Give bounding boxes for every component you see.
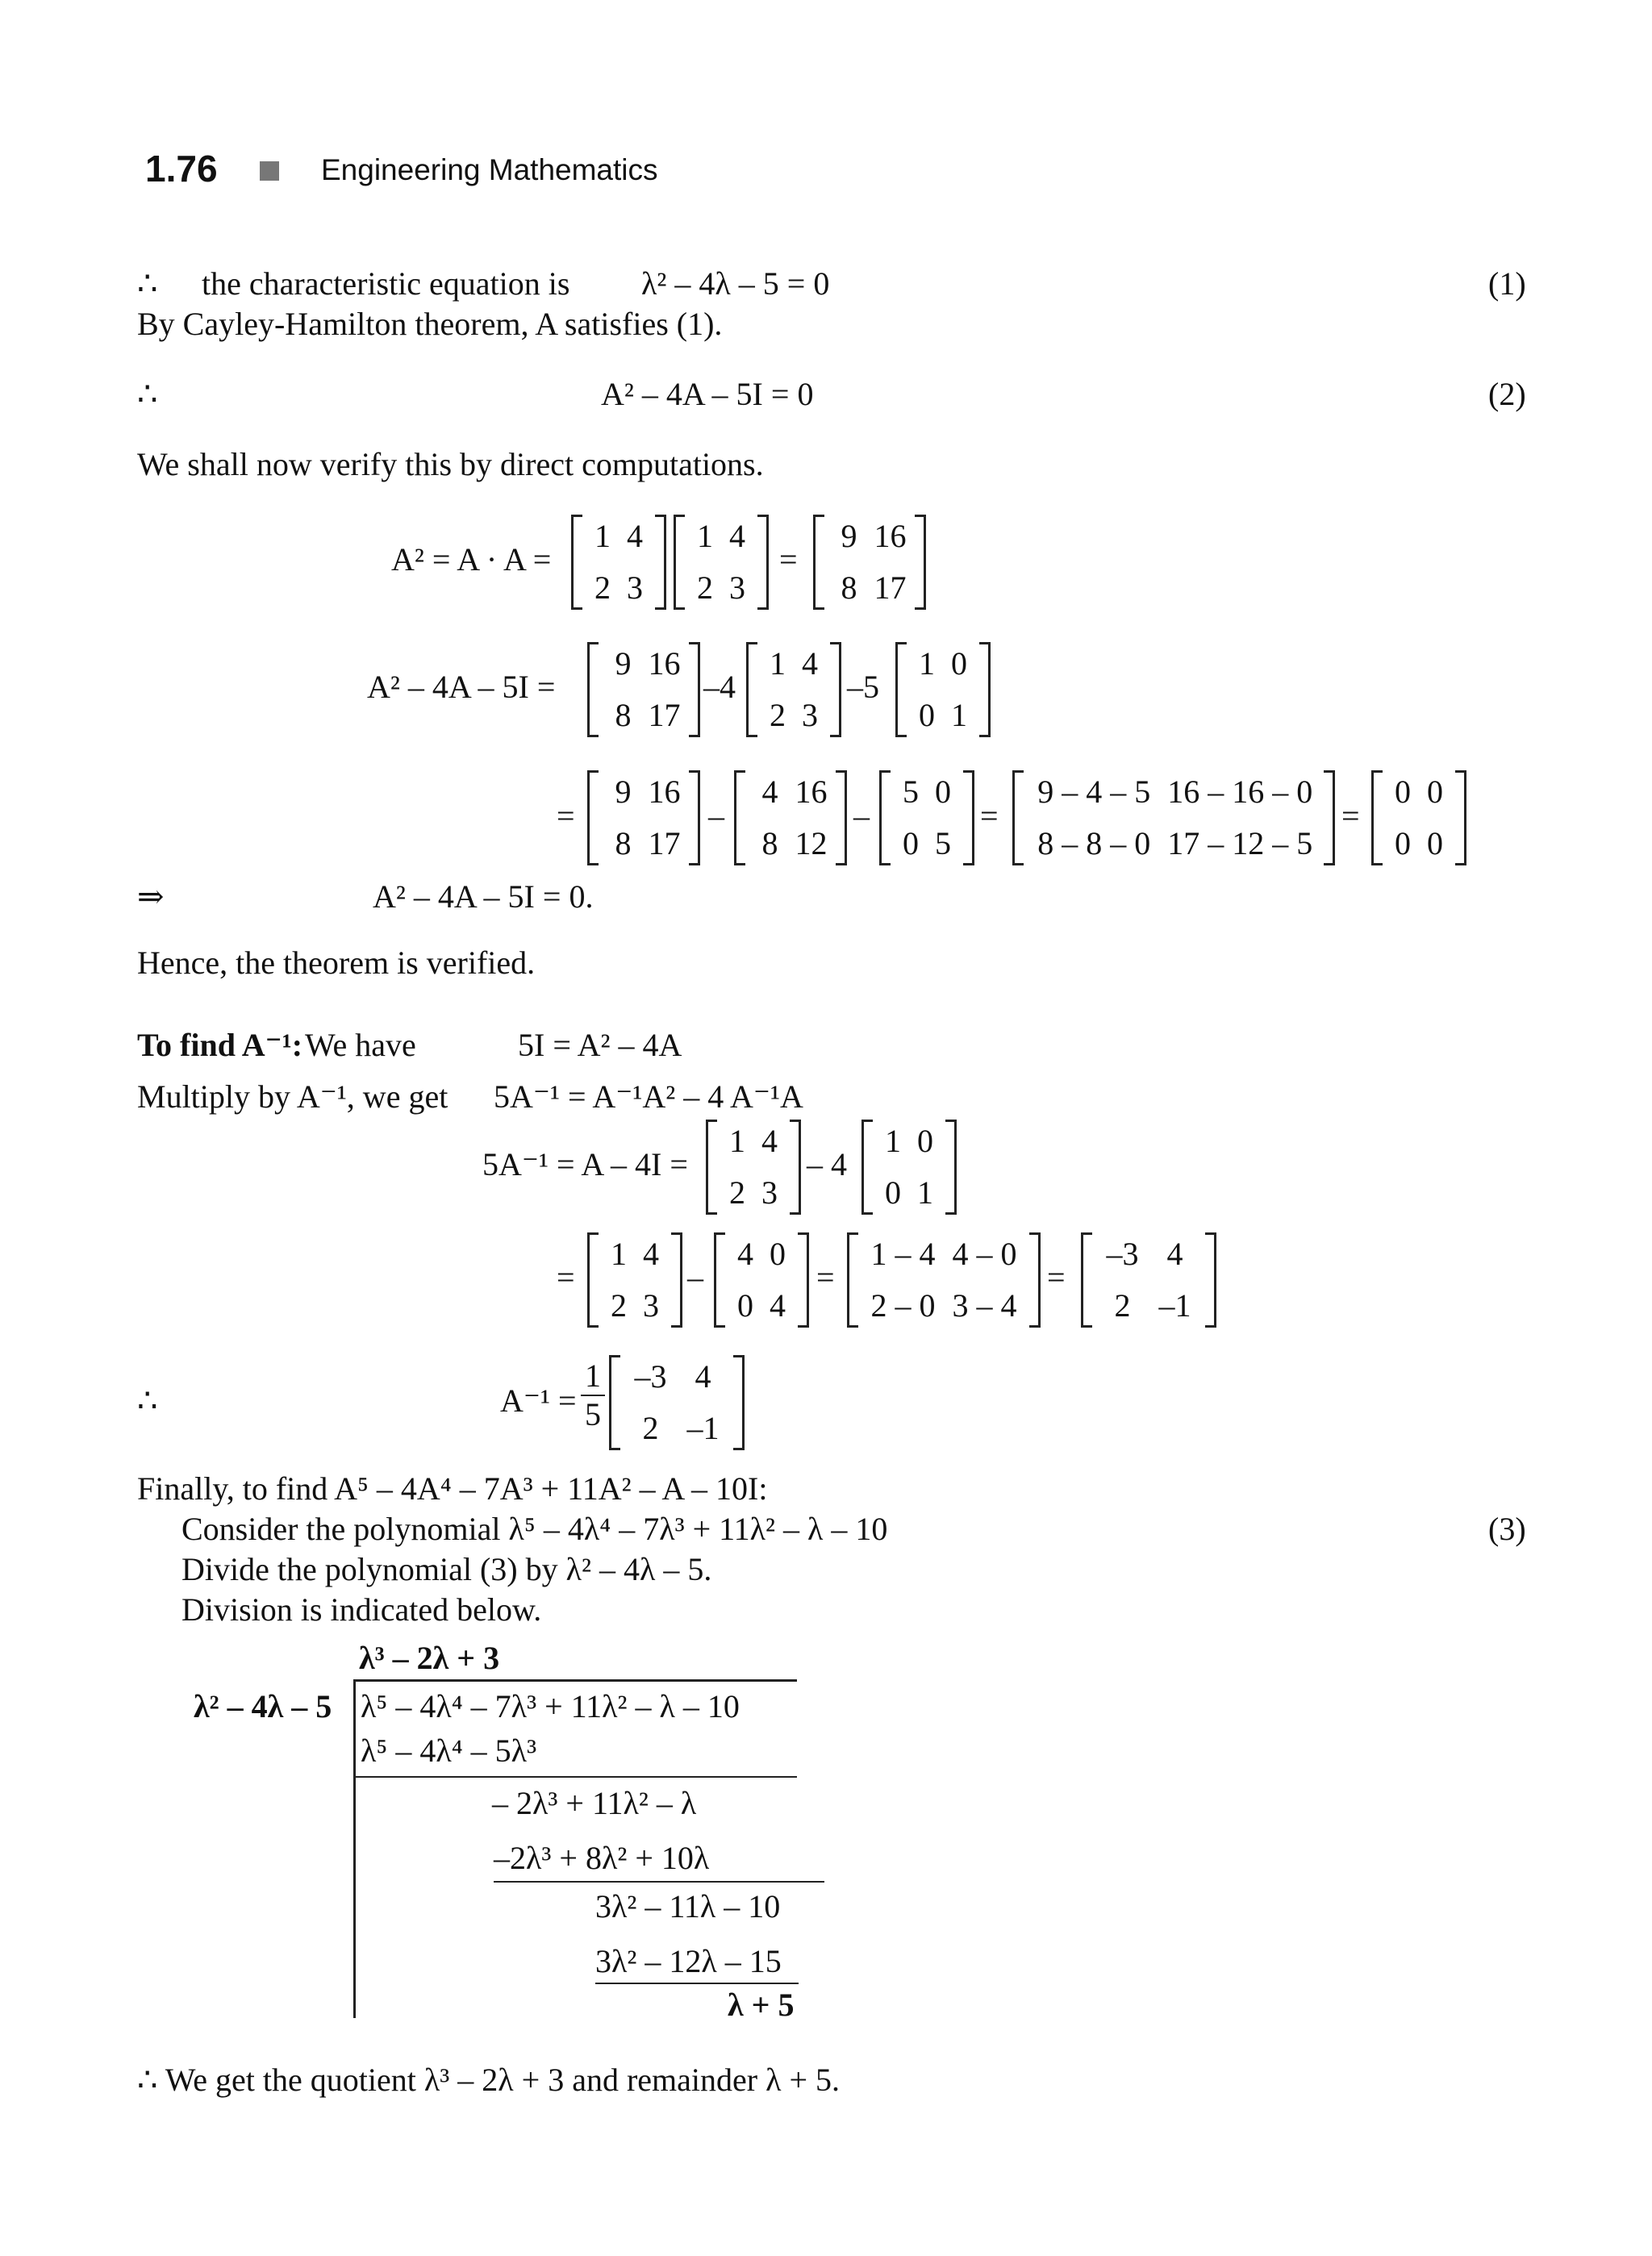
cell: 17 [874, 569, 907, 606]
cell: 8 [841, 569, 857, 606]
cell: 0 [1395, 825, 1411, 861]
division-remainder-1: – 2λ³ + 11λ² – λ [492, 1785, 697, 1821]
cell: 2 [1114, 1287, 1131, 1324]
matrix-inverse-result [1081, 1232, 1216, 1328]
cell: 16 [648, 645, 681, 682]
cell: 17 [648, 825, 681, 861]
cell: 2 [594, 569, 611, 606]
page-number: 1.76 [145, 148, 218, 190]
cell: 4 [1166, 1236, 1183, 1272]
equals-sign: = [1047, 1259, 1066, 1295]
cell: 0 [737, 1287, 753, 1324]
cell: 0 [919, 697, 935, 733]
consider-text: Consider the polynomial λ⁵ – 4λ⁴ – 7λ³ + 11λ² – λ – 10 [181, 1511, 888, 1547]
cell: –3 [634, 1358, 667, 1395]
we-have-text: We have [305, 1027, 416, 1063]
cell: 4 [643, 1236, 659, 1272]
equation-number-1: (1) [1488, 265, 1526, 302]
cell: 4 [802, 645, 818, 682]
cell: 2 [642, 1410, 659, 1446]
finally-text: Finally, to find A⁵ – 4A⁴ – 7A³ + 11A² – A – 10I: [137, 1470, 768, 1507]
equals-sign: = [980, 798, 999, 834]
matrix-a [706, 1120, 801, 1215]
verify-text: We shall now verify this by direct computations. [137, 446, 764, 482]
cell: 0 [1427, 774, 1443, 810]
multiply-text: Multiply by A⁻¹, we get [137, 1078, 448, 1115]
cell: 16 – 16 – 0 [1167, 774, 1313, 810]
cell: 0 [1395, 774, 1411, 810]
cell: 0 [770, 1236, 786, 1272]
cell: 0 [917, 1123, 933, 1159]
cell: 8 [615, 697, 632, 733]
cell: 9 [841, 518, 857, 554]
cell: 3 [643, 1287, 659, 1324]
cell: 8 [615, 825, 632, 861]
equals-sign: = [557, 798, 575, 834]
quotient-remainder-text: ∴ We get the quotient λ³ – 2λ + 3 and remainder λ + 5. [137, 2062, 841, 2098]
book-title: Engineering Mathematics [321, 153, 658, 186]
cell: 1 [611, 1236, 627, 1272]
matrix-a-squared [587, 642, 700, 737]
cell: 16 [795, 774, 828, 810]
characteristic-text: the characteristic equation is [202, 265, 570, 302]
equation-number-2: (2) [1488, 376, 1526, 412]
cell: 5 [903, 774, 919, 810]
division-rule [494, 1881, 824, 1883]
cell: 4 [770, 1287, 786, 1324]
cell: 0 [935, 774, 951, 810]
cell: 3 – 4 [952, 1287, 1017, 1324]
a-inverse-lhs: A⁻¹ = [500, 1382, 577, 1419]
division-bracket [353, 1679, 356, 2018]
cell: 12 [795, 825, 828, 861]
fraction-denominator: 5 [585, 1396, 601, 1432]
matrix-a [746, 642, 841, 737]
cell: 0 [1427, 825, 1443, 861]
cell: 2 [697, 569, 713, 606]
equals-sign: = [816, 1259, 835, 1295]
division-quotient: λ³ – 2λ + 3 [359, 1640, 500, 1676]
equals-sign: = [779, 541, 798, 578]
cell: 1 [919, 645, 935, 682]
cell: 4 [761, 774, 778, 810]
matrix-four-a [734, 770, 847, 865]
divide-text: Divide the polynomial (3) by λ² – 4λ – 5. [181, 1551, 712, 1587]
cell: 4 [695, 1358, 711, 1395]
therefore-symbol: ∴ [137, 376, 158, 412]
cell: 1 [951, 697, 967, 733]
cell: 0 [903, 825, 919, 861]
cell: –1 [686, 1410, 720, 1446]
fraction-numerator: 1 [585, 1357, 601, 1394]
minus-sign: – [687, 1259, 703, 1295]
matrix-inverse-result [609, 1355, 745, 1450]
matrix-a-squared [813, 515, 926, 610]
cell: 9 [615, 645, 632, 682]
cell: 3 [761, 1174, 778, 1211]
multiply-equation: 5A⁻¹ = A⁻¹A² – 4 A⁻¹A [494, 1078, 803, 1115]
cell: 2 [770, 697, 786, 733]
cell: 3 [802, 697, 818, 733]
division-final-remainder: λ + 5 [728, 1987, 795, 2023]
cell: 4 [761, 1123, 778, 1159]
minus-sign: – [853, 798, 870, 834]
cell: 1 [697, 518, 713, 554]
cell: 1 [885, 1123, 901, 1159]
division-step-1: λ⁵ – 4λ⁴ – 5λ³ [361, 1733, 537, 1769]
division-rule [595, 1983, 799, 1984]
cell: –1 [1158, 1287, 1191, 1324]
cell: 9 [615, 774, 632, 810]
matrix-identity [895, 642, 991, 737]
minus-four: – 4 [807, 1146, 847, 1182]
division-top-line [355, 1679, 797, 1682]
cell: 1 – 4 [870, 1236, 936, 1272]
inverse-lhs: 5A⁻¹ = A – 4I = [482, 1146, 688, 1182]
minus-four: –4 [703, 669, 736, 705]
implies-equation: A² – 4A – 5I = 0. [373, 878, 594, 915]
cell: 17 [648, 697, 681, 733]
cell: 3 [627, 569, 643, 606]
minus-five: –5 [847, 669, 879, 705]
check-lhs: A² – 4A – 5I = [367, 669, 556, 705]
matrix-a [674, 515, 769, 610]
characteristic-equation: λ² – 4λ – 5 = 0 [641, 265, 830, 302]
cell: 5 [935, 825, 951, 861]
division-note: Division is indicated below. [181, 1591, 542, 1628]
cell: 1 [770, 645, 786, 682]
division-rule [355, 1776, 797, 1778]
matrix-difference [1012, 770, 1335, 865]
matrix-a-squared [587, 770, 700, 865]
cell: 8 [761, 825, 778, 861]
cell: 4 [627, 518, 643, 554]
division-step-3: 3λ² – 12λ – 15 [595, 1943, 782, 1979]
cell: 4 [729, 518, 745, 554]
division-step-2: –2λ³ + 8λ² + 10λ [494, 1840, 710, 1876]
cell: 8 – 8 – 0 [1037, 825, 1151, 861]
cayley-hamilton-text: By Cayley-Hamilton theorem, A satisfies (1). [137, 306, 723, 342]
cell: 4 – 0 [952, 1236, 1017, 1272]
equals-sign: = [1341, 798, 1360, 834]
cell: 4 [737, 1236, 753, 1272]
matrix-identity [861, 1120, 957, 1215]
therefore-symbol: ∴ [137, 1382, 158, 1419]
implies-symbol: ⇒ [137, 878, 165, 915]
five-i-equation: 5I = A² – 4A [518, 1027, 682, 1063]
division-divisor: λ² – 4λ – 5 [194, 1688, 332, 1724]
cell: 0 [885, 1174, 901, 1211]
to-find-label: To find A⁻¹: [137, 1027, 303, 1063]
one-fifth-fraction [581, 1357, 605, 1433]
cell: 2 [611, 1287, 627, 1324]
verified-text: Hence, the theorem is verified. [137, 945, 536, 981]
cell: 16 [874, 518, 907, 554]
cell: 2 [729, 1174, 745, 1211]
equation-number-3: (3) [1488, 1511, 1526, 1547]
division-dividend: λ⁵ – 4λ⁴ – 7λ³ + 11λ² – λ – 10 [361, 1688, 740, 1724]
cell: 9 – 4 – 5 [1037, 774, 1151, 810]
header-square-icon [260, 161, 279, 181]
cell: 16 [648, 774, 681, 810]
cell: 1 [729, 1123, 745, 1159]
matrix-five-i [879, 770, 974, 865]
a-squared-lhs: A² = A · A = [391, 541, 552, 578]
cell: 1 [594, 518, 611, 554]
cell: 3 [729, 569, 745, 606]
matrix-zero [1371, 770, 1466, 865]
cell: 2 – 0 [870, 1287, 936, 1324]
matrix-four-i [714, 1232, 809, 1328]
cell: 17 – 12 – 5 [1167, 825, 1313, 861]
matrix-inverse-difference [847, 1232, 1041, 1328]
therefore-symbol: ∴ [137, 265, 158, 302]
division-remainder-2: 3λ² – 11λ – 10 [595, 1888, 781, 1924]
equals-sign: = [557, 1259, 575, 1295]
cell: –3 [1106, 1236, 1139, 1272]
cell: 0 [951, 645, 967, 682]
matrix-a [571, 515, 666, 610]
matrix-equation-2: A² – 4A – 5I = 0 [601, 376, 814, 412]
minus-sign: – [708, 798, 724, 834]
cell: 1 [917, 1174, 933, 1211]
matrix-a [587, 1232, 682, 1328]
